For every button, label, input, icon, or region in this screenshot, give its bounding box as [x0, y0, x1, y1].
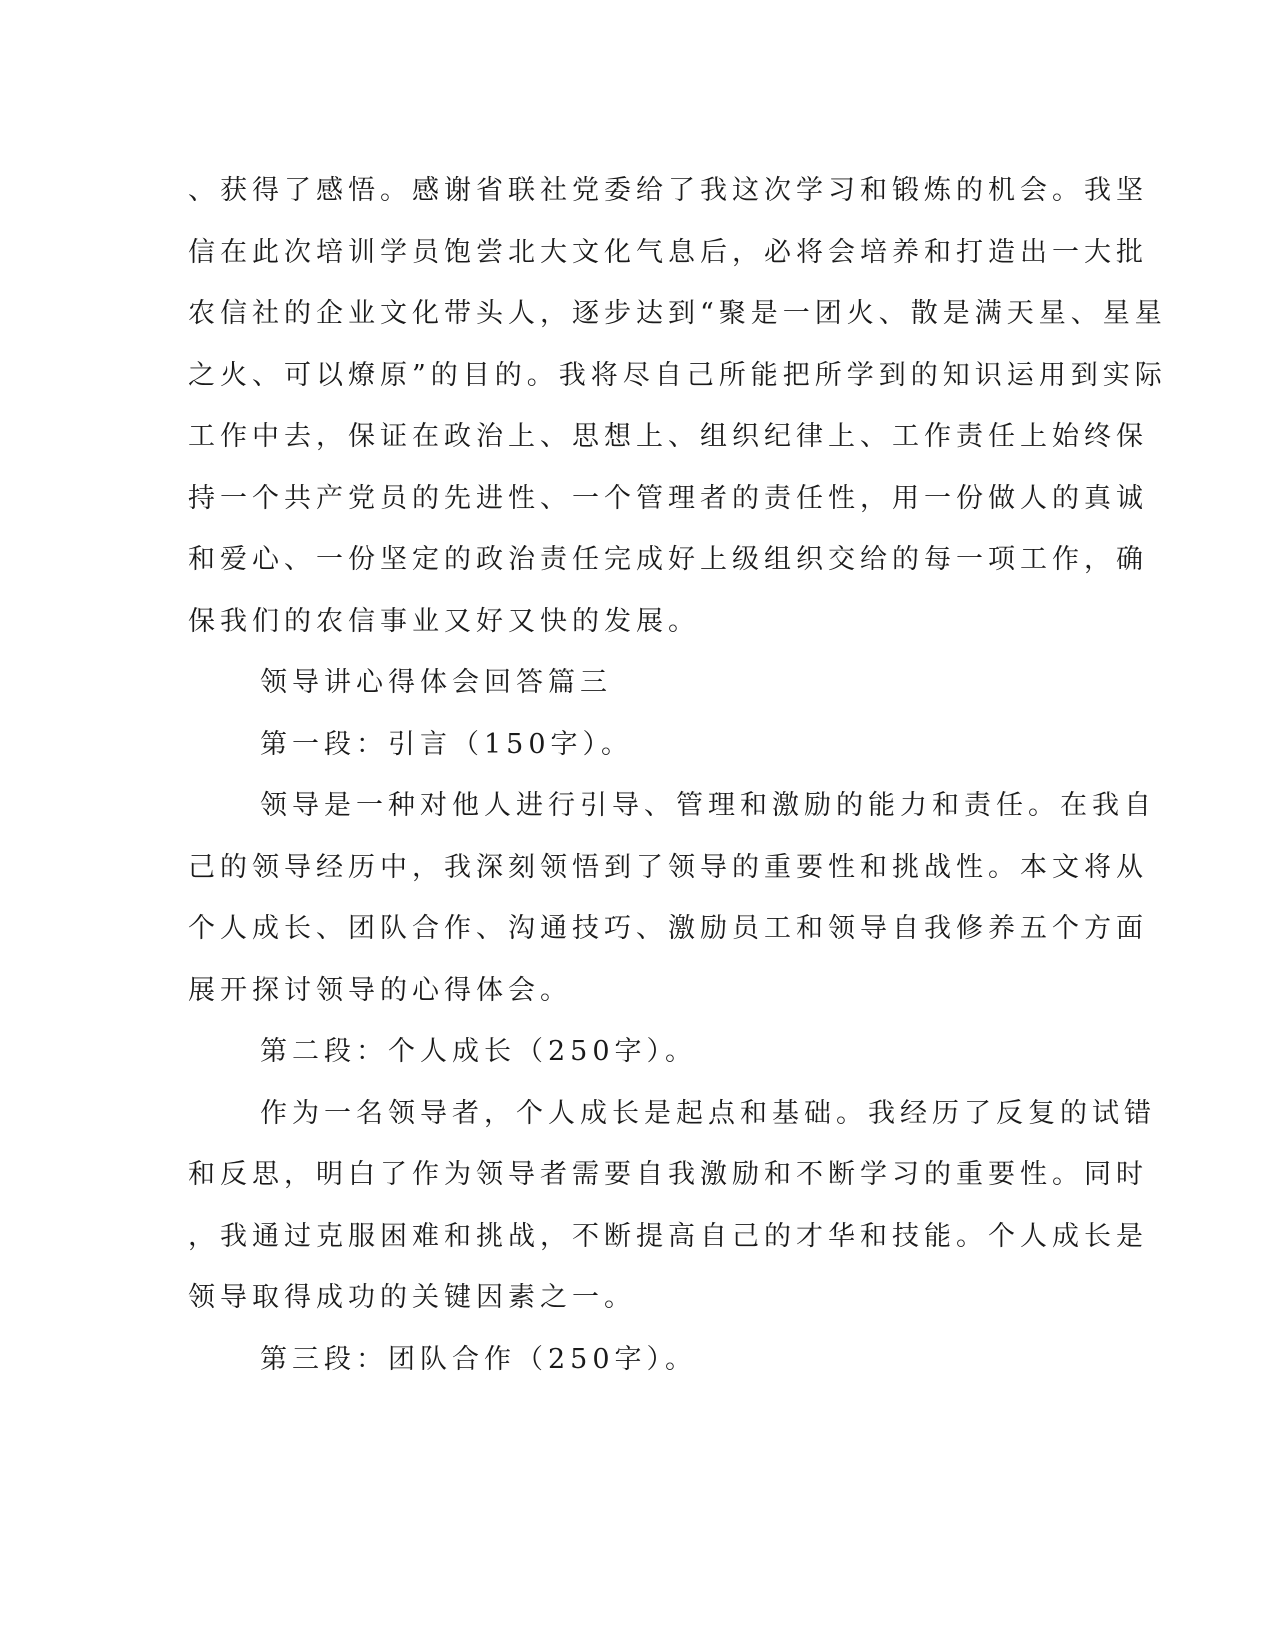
paragraph-heading: 第三段：团队合作（250字）。 — [260, 1343, 698, 1375]
paragraph-heading: 第二段：个人成长（250字）。 — [260, 1036, 698, 1067]
section-heading: 领导讲心得体会回答篇三 — [260, 667, 612, 698]
text-line: 工作中去，保证在政治上、思想上、组织纪律上、工作责任上始终保 — [188, 421, 1148, 452]
text-line: 持一个共产党员的先进性、一个管理者的责任性，用一份做人的真诚 — [188, 482, 1148, 514]
text-line: 己的领导经历中，我深刻领悟到了领导的重要性和挑战性。本文将从 — [188, 851, 1148, 883]
text-line: 信在此次培训学员饱尝北大文化气息后，必将会培养和打造出一大批 — [188, 236, 1148, 268]
text-line: 作为一名领导者，个人成长是起点和基础。我经历了反复的试错 — [260, 1097, 1156, 1129]
text-line: 展开探讨领导的心得体会。 — [188, 974, 572, 1006]
text-line: 保我们的农信事业又好又快的发展。 — [188, 605, 700, 637]
text-line: 和爱心、一份坚定的政治责任完成好上级组织交给的每一项工作，确 — [188, 544, 1148, 575]
text-line: 和反思，明白了作为领导者需要自我激励和不断学习的重要性。同时 — [188, 1159, 1148, 1190]
text-line: 领导取得成功的关键因素之一。 — [188, 1282, 636, 1313]
paragraph-heading: 第一段：引言（150字）。 — [260, 728, 634, 760]
text-line: 之火、可以燎原”的目的。我将尽自己所能把所学到的知识运用到实际 — [188, 359, 1167, 391]
text-line: ，我通过克服困难和挑战，不断提高自己的才华和技能。个人成长是 — [188, 1220, 1148, 1252]
text-line: 、获得了感悟。感谢省联社党委给了我这次学习和锻炼的机会。我坚 — [188, 175, 1148, 206]
text-line: 领导是一种对他人进行引导、管理和激励的能力和责任。在我自 — [260, 790, 1156, 821]
text-line: 个人成长、团队合作、沟通技巧、激励员工和领导自我修养五个方面 — [188, 913, 1148, 944]
text-line: 农信社的企业文化带头人，逐步达到“聚是一团火、散是满天星、星星 — [188, 298, 1167, 329]
document-body — [188, 160, 1167, 1390]
